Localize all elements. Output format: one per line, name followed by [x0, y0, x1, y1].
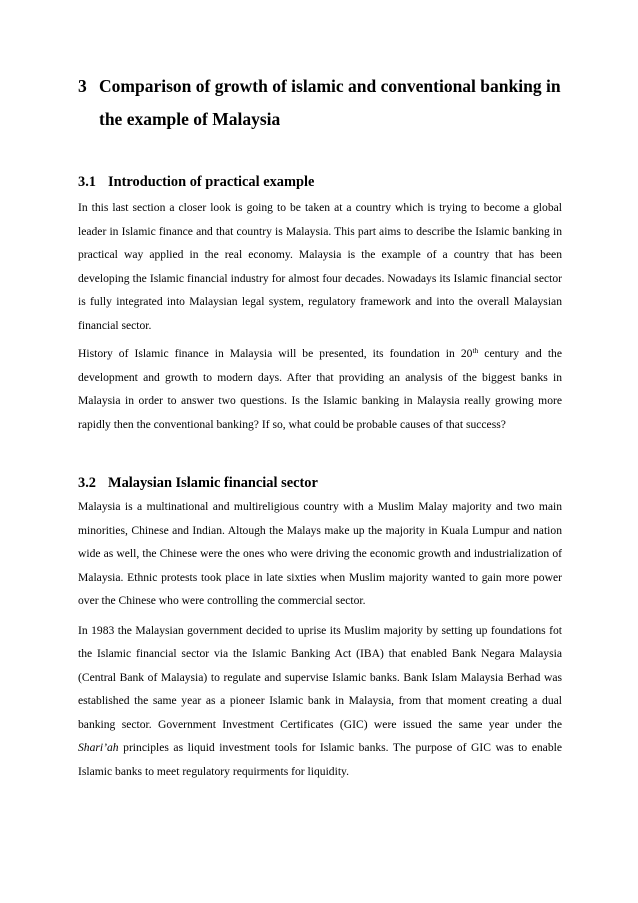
- paragraph-text: century and the development and growth to modern days. After that providing an analysis of the biggest banks in Malaysia in order to answer two questions. Is the Islamic banking in Malaysia really growing more rapidly then the conventional banking? If so, what could be probable causes of that success?: [78, 347, 562, 431]
- paragraph-3-2-2: [78, 619, 562, 784]
- paragraph-text: History of Islamic finance in Malaysia will be presented, its foundation in 20: [78, 347, 473, 360]
- section-title: Introduction of practical example: [108, 174, 315, 190]
- chapter-heading: [78, 70, 562, 136]
- chapter-number: 3: [78, 76, 87, 96]
- document-page: [78, 70, 562, 783]
- paragraph-text: principles as liquid investment tools for Islamic banks. The purpose of GIC was to enable Islamic banks to meet regulatory requirments for liquidity.: [78, 741, 562, 778]
- chapter-title: Comparison of growth of islamic and conventional banking in the example of Malaysia: [99, 76, 561, 129]
- paragraph-text: In 1983 the Malaysian government decided to uprise its Muslim majority by setting up foundations fot the Islamic financial sector via the Islamic Banking Act (IBA) that enabled Bank Negara Malaysia (Central Bank of Malaysia) to regulate and supervise Islamic banks. Bank Islam Malaysia Berhad was established the same year as a pioneer Islamic bank in Malaysia, from that moment creating a dual banking sector. Government Investment Certificates (GIC) were issued the same year under the: [78, 623, 562, 731]
- section-title: Malaysian Islamic financial sector: [108, 475, 318, 491]
- italic-term: Shari’ah: [78, 741, 119, 754]
- section-heading-3-1: [78, 172, 562, 192]
- section-heading-3-2: [78, 473, 562, 493]
- paragraph-3-1-2: [78, 342, 562, 436]
- superscript: th: [472, 346, 479, 355]
- section-number: 3.2: [78, 475, 96, 491]
- paragraph-3-1-1: In this last section a closer look is going to be taken at a country which is trying to become a global leader in Islamic finance and that country is Malaysia. This part aims to describe the Islamic banking in practical way applied in the real economy. Malaysia is the example of a country that has been developing the Islamic financial industry for almost four decades. Nowadays its Islamic financial sector is fully integrated into Malaysian legal system, regulatory framework and into the overall Malaysian financial sector.: [78, 201, 562, 332]
- section-number: 3.1: [78, 174, 96, 190]
- paragraph-3-2-1: Malaysia is a multinational and multireligious country with a Muslim Malay majority and two main minorities, Chinese and Indian. Altough the Malays make up the majority in Kuala Lumpur and nation wide as well, the Chinese were the ones who were driving the economic growth and industrialization of Malaysia. Ethnic protests took place in late sixties when Muslim majority wanted to gain more power over the Chinese who were controlling the commercial sector.: [78, 500, 562, 607]
